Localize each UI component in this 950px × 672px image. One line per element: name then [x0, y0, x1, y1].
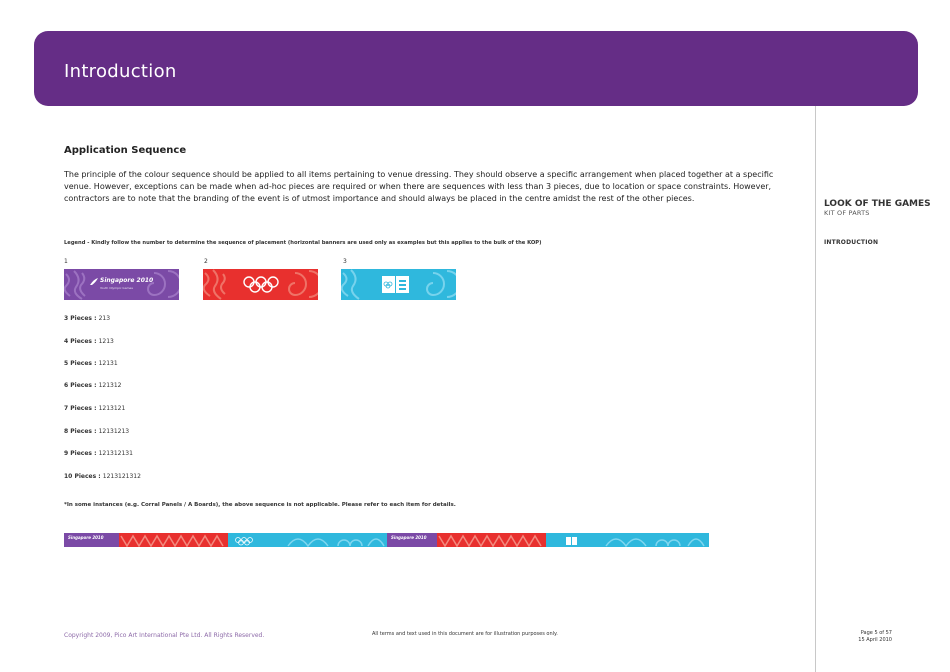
swirl-pattern-icon	[64, 269, 179, 300]
swirl-pattern-icon	[119, 534, 228, 547]
sequence-value: 1213121	[98, 405, 126, 412]
sidebar-title: LOOK OF THE GAMES	[824, 199, 931, 209]
strip-segment-purple	[64, 533, 119, 547]
strip-segment-red	[437, 533, 546, 547]
sequence-value: 213	[98, 315, 111, 322]
olympic-rings-icon	[241, 275, 281, 295]
sidebar-subtitle: KIT OF PARTS	[824, 209, 870, 217]
banner-number-1: 1	[64, 258, 68, 265]
sequence-label: 9 Pieces :	[64, 450, 97, 457]
strip-segment-red	[119, 533, 228, 547]
swirl-pattern-icon	[437, 534, 546, 547]
legend-text: Legend - Kindly follow the number to determine the sequence of placement (horizontal banners are used only as examples but this applies to the bulk of the KOP)	[64, 240, 542, 246]
sequence-value: 1213121312	[102, 473, 141, 480]
sequence-label: 3 Pieces :	[64, 315, 97, 322]
terms-text: All terms and text used in this document are for illustration purposes only.	[372, 631, 558, 637]
page-date: 15 April 2010	[858, 636, 892, 643]
sequence-item	[64, 428, 129, 435]
sequence-label: 8 Pieces :	[64, 428, 97, 435]
banner-cyan	[341, 269, 456, 300]
page-number: Page 5 of 57	[860, 630, 892, 636]
strip-logo-text: Singapore 2010	[391, 535, 427, 540]
strip-segment-purple	[387, 533, 437, 547]
sequence-label: 6 Pieces :	[64, 382, 97, 389]
page-header	[34, 31, 918, 106]
sequence-item	[64, 405, 125, 412]
sequence-label: 7 Pieces :	[64, 405, 97, 412]
sequence-label: 4 Pieces :	[64, 338, 97, 345]
sequence-item	[64, 360, 118, 367]
sequence-value: 12131213	[98, 428, 130, 435]
page-info	[842, 630, 892, 643]
sequence-item	[64, 450, 133, 457]
banner-purple	[64, 269, 179, 300]
footnote: *In some instances (e.g. Corral Panels / A Boards), the above sequence is not applicable. Please refer to each item for details.	[64, 502, 456, 508]
logo-text: Singapore 2010	[100, 277, 154, 284]
sequence-value: 12131	[98, 360, 118, 367]
sequence-value: 1213	[98, 338, 114, 345]
sidebar-divider	[815, 106, 816, 672]
sequence-item	[64, 473, 141, 480]
strip-segment-cyan	[546, 533, 709, 547]
section-heading: Application Sequence	[64, 145, 187, 156]
sequence-item	[64, 315, 110, 322]
page-title: Introduction	[64, 61, 177, 82]
torch-logo-icon	[89, 277, 99, 287]
logo-subtext: Youth Olympic Games	[100, 286, 133, 290]
strip-segment-cyan	[228, 533, 387, 547]
sequence-label: 5 Pieces :	[64, 360, 97, 367]
swirl-pattern-icon	[228, 534, 387, 547]
sequence-value: 121312	[98, 382, 122, 389]
sequence-item	[64, 338, 114, 345]
sidebar-section-label: INTRODUCTION	[824, 239, 879, 246]
copyright-text: Copyright 2009, Pico Art International Pte Ltd. All Rights Reserved.	[64, 632, 265, 639]
sequence-value: 121312131	[98, 450, 133, 457]
banner-number-2: 2	[204, 258, 208, 265]
sequence-label: 10 Pieces :	[64, 473, 101, 480]
games-emblem-icon	[381, 275, 411, 295]
banner-number-3: 3	[343, 258, 347, 265]
swirl-pattern-icon	[546, 534, 709, 547]
body-paragraph: The principle of the colour sequence should be applied to all items pertaining to venue dressing. They should observe a specific arrangement when placed together at a specific venue. However, exceptions can be made when ad-hoc pieces are required or when there are sequences with less than 3 pieces, due to location or space constraints. However, contractors are to note that the branding of the event is of utmost importance and should always be placed in the centre amidst the rest of the other pieces.	[64, 170, 774, 203]
sequence-item	[64, 382, 121, 389]
strip-logo-text: Singapore 2010	[68, 535, 104, 540]
banner-red	[203, 269, 318, 300]
